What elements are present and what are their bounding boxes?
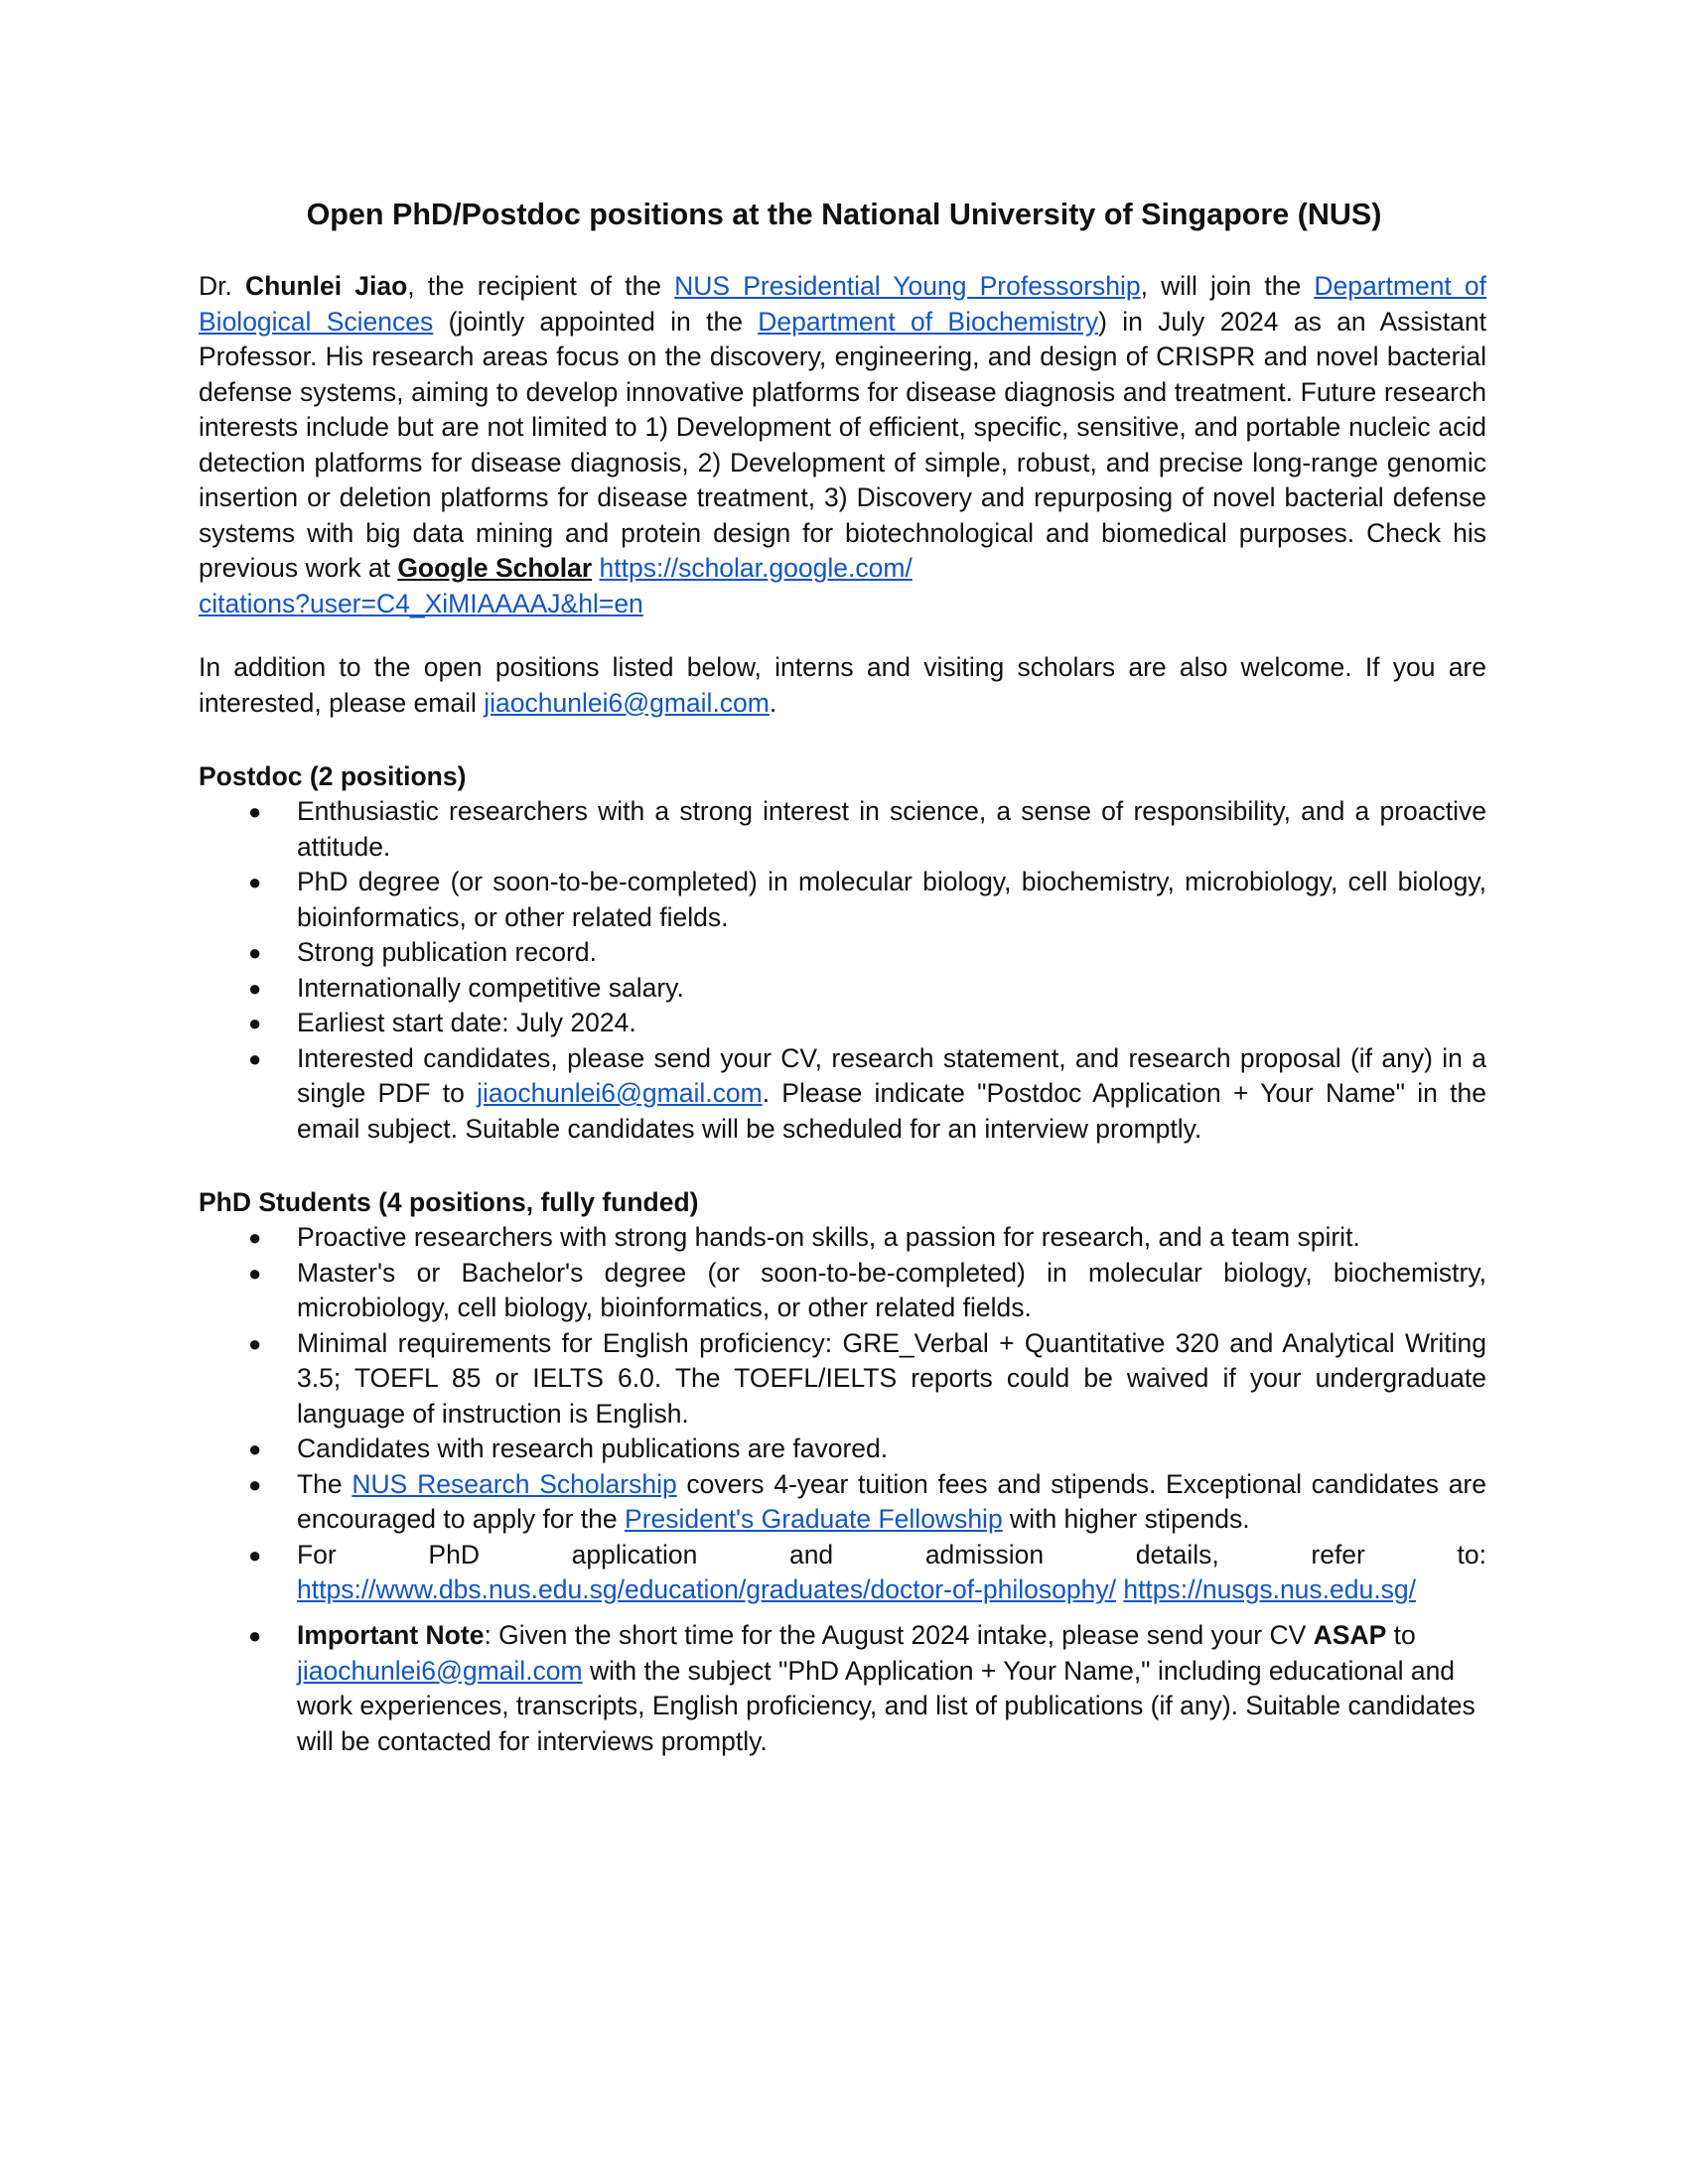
bullet-icon: ●: [248, 1330, 262, 1356]
asap-label: ASAP: [1313, 1620, 1387, 1650]
postdoc-heading: Postdoc (2 positions): [199, 761, 467, 791]
nusgs-url-link[interactable]: https://nusgs.nus.edu.sg/: [1123, 1574, 1416, 1604]
bullet-icon: ●: [248, 799, 262, 824]
phd-item-6-text: For PhD application and admission details, refer to:: [297, 1539, 1486, 1570]
bullet-icon: ●: [248, 1260, 262, 1286]
intro-text-2: , the recipient of the: [407, 271, 675, 301]
bullet-icon: ●: [248, 1011, 262, 1035]
phd-heading: PhD Students (4 positions, fully funded): [199, 1187, 699, 1217]
important-note-label: Important Note: [297, 1620, 485, 1650]
postdoc-item-5: Earliest start date: July 2024.: [297, 1008, 636, 1037]
dbs-link[interactable]: Department of Biological Sciences: [199, 271, 1487, 337]
interns-email-link[interactable]: jiaochunlei6@gmail.com: [484, 687, 770, 718]
list-item: [199, 865, 1486, 935]
list-item: [199, 794, 1486, 865]
phd-item-5-text: The: [297, 1468, 352, 1499]
important-note-text-3: with the subject "PhD Application + Your Name," including educational and work experiences, transcripts, English proficiency, and list of publications (if any). Suitable candidates will be contacted for interviews promptly.: [297, 1655, 1476, 1756]
intro-text-4: (jointly appointed in the: [433, 306, 759, 337]
intro-paragraph: [199, 269, 1486, 621]
phd-item-5-text-2: covers 4-year tuition fees and stipends. Exceptional candidates are encouraged to apply for the: [297, 1468, 1486, 1534]
postdoc-email-link[interactable]: jiaochunlei6@gmail.com: [477, 1078, 763, 1108]
postdoc-item-1: Enthusiastic researchers with a strong interest in science, a sense of responsibility, and a proactive attitude.: [297, 796, 1486, 862]
list-item: [199, 1618, 1486, 1759]
biochemistry-link[interactable]: Department of Biochemistry: [758, 306, 1099, 337]
bullet-icon: ●: [248, 1623, 262, 1648]
bullet-icon: ●: [248, 975, 262, 1001]
phd-list: [199, 1220, 1486, 1608]
scholar-url-link-part1[interactable]: https://scholar.google.com/: [599, 553, 913, 583]
bullet-icon: ●: [248, 1436, 262, 1461]
bullet-icon: ●: [248, 1471, 262, 1497]
postdoc-item-2: PhD degree (or soon-to-be-completed) in molecular biology, biochemistry, microbiology, cell biology, bioinformatics, or other related fields.: [297, 867, 1486, 932]
bullet-icon: ●: [248, 1542, 262, 1568]
nus-research-scholarship-link[interactable]: NUS Research Scholarship: [352, 1468, 677, 1499]
list-item: [199, 1467, 1486, 1538]
list-item: [199, 1256, 1486, 1326]
presidents-graduate-fellowship-link[interactable]: President's Graduate Fellowship: [625, 1504, 1003, 1534]
postdoc-list: [199, 794, 1486, 1147]
phd-item-2: Master's or Bachelor's degree (or soon-to-be-completed) in molecular biology, biochemistry, microbiology, cell biology, bioinformatics, or other related fields.: [297, 1257, 1486, 1322]
list-item: [199, 1538, 1486, 1608]
professorship-link[interactable]: NUS Presidential Young Professorship: [674, 271, 1141, 301]
postdoc-item-4: Internationally competitive salary.: [297, 972, 684, 1003]
bullet-icon: ●: [248, 1225, 262, 1250]
intro-text-3: , will join the: [1140, 271, 1315, 301]
interns-text-end: .: [769, 687, 777, 718]
phd-email-link[interactable]: jiaochunlei6@gmail.com: [297, 1655, 583, 1686]
page-title: Open PhD/Postdoc positions at the National University of Singapore (NUS): [306, 198, 1382, 231]
google-scholar-link[interactable]: Google Scholar: [397, 553, 593, 583]
important-note-text-2: to: [1386, 1620, 1416, 1650]
intro-text-1: Dr.: [199, 271, 245, 301]
bullet-icon: ●: [248, 1045, 262, 1071]
list-item: [199, 1326, 1486, 1433]
dbs-phd-url-link[interactable]: https://www.dbs.nus.edu.sg/education/graduates/doctor-of-philosophy/: [297, 1574, 1116, 1604]
phd-item-4: Candidates with research publications are favored.: [297, 1433, 889, 1463]
professor-name: Chunlei Jiao: [244, 271, 408, 301]
list-item: [199, 1220, 1486, 1256]
list-item: [199, 971, 1486, 1007]
list-item: [199, 1041, 1486, 1148]
bullet-icon: ●: [248, 870, 262, 894]
list-item: [199, 1006, 1486, 1041]
interns-text: In addition to the open positions listed below, interns and visiting scholars are also welcome. If you are interested, please email: [199, 652, 1486, 718]
interns-paragraph: [199, 650, 1486, 721]
phd-item-5-text-3: with higher stipends.: [1002, 1504, 1250, 1534]
scholar-url-link-part2[interactable]: citations?user=C4_XiMIAAAAJ&hl=en: [199, 588, 643, 618]
important-note-list: [199, 1618, 1486, 1759]
list-item: [199, 1432, 1486, 1467]
postdoc-item-6-text-end: . Please indicate "Postdoc Application + Your Name" in the email subject. Suitable candidates will be scheduled for an interview promptly.: [297, 1078, 1486, 1144]
postdoc-item-3: Strong publication record.: [297, 937, 597, 967]
bullet-icon: ●: [248, 940, 262, 965]
list-item: [199, 935, 1486, 971]
important-note-text: : Given the short time for the August 2024 intake, please send your CV: [484, 1620, 1314, 1650]
phd-item-3: Minimal requirements for English proficiency: GRE_Verbal + Quantitative 320 and Analytical Writing 3.5; TOEFL 85 or IELTS 6.0. The TOEFL/IELTS reports could be waived if your undergraduate language of instruction is English.: [297, 1327, 1486, 1429]
postdoc-item-6-text: Interested candidates, please send your CV, research statement, and research proposal (if any) in a single PDF to: [297, 1042, 1486, 1108]
intro-text-5: ) in July 2024 as an Assistant Professor. His research areas focus on the discovery, engineering, and design of CRISPR and novel bacterial defense systems, aiming to develop innovative platforms for disease diagnosis and treatment. Future research interests include but are not limited to 1) Development of efficient, specific, sensitive, and portable nucleic acid detection platforms for disease diagnosis, 2) Development of simple, robust, and precise long-range genomic insertion or deletion platforms for disease treatment, 3) Discovery and repurposing of novel bacterial defense systems with big data mining and protein design for biotechnological and biomedical purposes. Check his previous work at: [199, 306, 1486, 583]
phd-item-1: Proactive researchers with strong hands-on skills, a passion for research, and a team spirit.: [297, 1222, 1360, 1252]
